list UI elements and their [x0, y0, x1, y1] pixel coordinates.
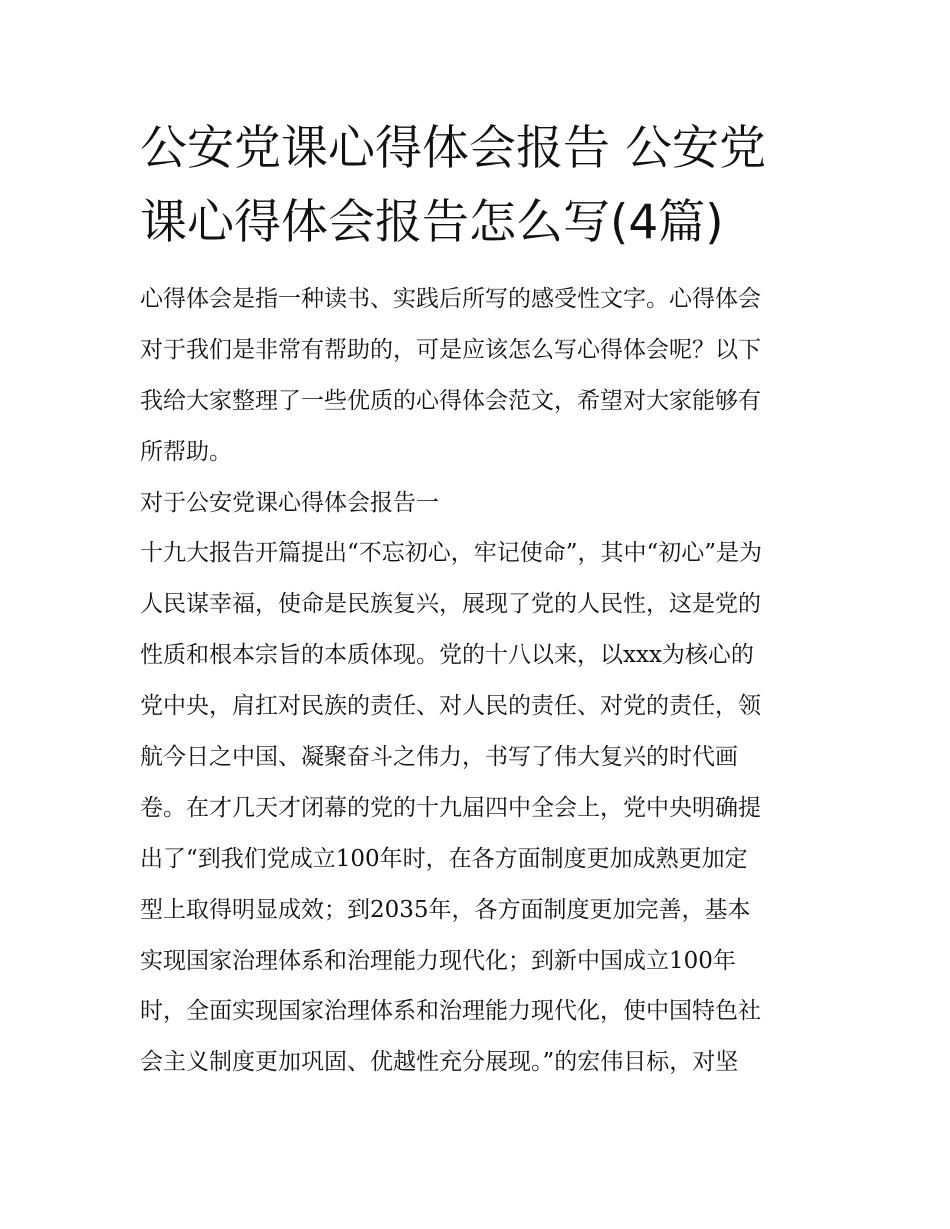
body-line: 航今日之中国、凝聚奋斗之伟力，书写了伟大复兴的时代画: [140, 744, 738, 771]
section-heading: 对于公安党课心得体会报告一: [140, 489, 439, 516]
title-line-1: 公安党课心得体会报告 公安党: [140, 121, 766, 176]
body-line: 型上取得明显成效；到2035年，各方面制度更加完善，基本: [140, 896, 751, 923]
body-line: 党中央，肩扛对民族的责任、对人民的责任、对党的责任，领: [140, 693, 761, 720]
body-line: 出了“到我们党成立100年时，在各方面制度更加成熟更加定: [140, 845, 748, 872]
body-line: 卷。在才几天才闭幕的党的十九届四中全会上，党中央明确提: [140, 794, 761, 821]
document-body: [140, 274, 816, 1088]
document-page: [140, 112, 816, 1088]
title-line-2: 课心得体会报告怎么写(4篇): [140, 195, 724, 250]
body-line: 性质和根本宗旨的本质体现。党的十八以来，以xxx为核心的: [140, 642, 754, 669]
document-title: [140, 112, 816, 260]
body-line: 实现国家治理体系和治理能力现代化；到新中国成立100年: [140, 947, 736, 974]
body-line: 心得体会是指一种读书、实践后所写的感受性文字。心得体会: [140, 286, 761, 312]
body-line: 人民谋幸福，使命是民族复兴，展现了党的人民性，这是党的: [140, 591, 761, 618]
body-line: 我给大家整理了一些优质的心得体会范文，希望对大家能够有: [140, 387, 761, 414]
body-line: 十九大报告开篇提出“不忘初心，牢记使命”，其中“初心”是为: [140, 540, 763, 567]
body-line: 时，全面实现国家治理体系和治理能力现代化，使中国特色社: [140, 998, 761, 1025]
body-line: 会主义制度更加巩固、优越性充分展现。”的宏伟目标，对坚: [140, 1049, 739, 1076]
body-line: 所帮助。: [140, 438, 232, 465]
body-line: 对于我们是非常有帮助的，可是应该怎么写心得体会呢？以下: [140, 336, 761, 363]
